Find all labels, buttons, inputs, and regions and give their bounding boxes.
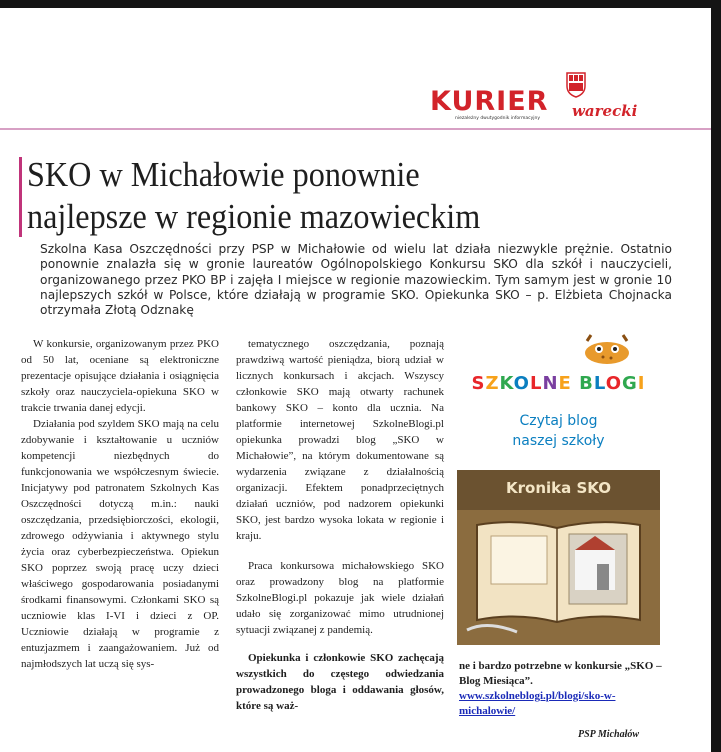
ad-brand-letter: B [579,373,594,394]
masthead-name: KURIER [430,86,549,117]
paragraph: Działania pod szyldem SKO mają na celu zdobywanie i kształtowanie u uczniów kompetencji niezbędnych do funkcjonowania we współczesnym świecie. Inicjatywy pod patronatem Szkolnych Kas Oszczędności dotyczą m.in.: nauki oszczędzania, przedsiębiorczości, ekologii, zdrowego odżywiania i aktywnego stylu życia oraz cyberbezpieczeństwa. Opiekun SKO poprzez swoją pracę uczy dzieci właściwego gospodarowania posiadanymi środkami finansowymi. Członkami SKO są uczniowie klas I-VI i dzieci z OP. Uczniowie działają w programie z entuzjazmem i zaangażowaniem. Już od najmłodszych lat uczą się sys- [21,418,219,670]
giraffe-icon [577,333,637,367]
top-border [0,0,721,8]
ad-brand [457,373,660,394]
ad-brand-letter: O [605,373,622,394]
headline-accent-bar [19,157,22,237]
ad-brand-letter: O [513,373,530,394]
article-column-1 [21,336,219,672]
article-headline [27,154,597,238]
ad-brand-letter: L [529,373,543,394]
article-lead: Szkolna Kasa Oszczędności przy PSP w Michałowie od wielu lat działa niezwykle prężnie. Ostatnio ponownie znalazła się w gronie laureatów Ogólnopolskiego Konkursu SKO dla szkół i nauczycieli, organizowanego przez PKO BP i zajęła I miejsce w regionie mazowieckim. Tym samym jest w gronie 10 najlepszych szkół w Polsce, które działają w programie SKO. Opiekunka SKO – p. Elżbieta Chojnacka otrzymała Złotą Odznakę [40,242,672,318]
ad-brand-letter: N [542,373,559,394]
article-column-3 [459,659,669,719]
ad-book-title: Kronika SKO [506,479,611,497]
ad-brand-letter: Z [485,373,500,394]
ad-subtitle-2: naszej szkoły [512,433,605,449]
paragraph: Praca konkursowa michałowskiego SKO oraz prowadzony blog na platformie SzkolneBlogi.pl pokazuje jak wiele działań udało się zorganizować mimo utrudnionej sytuacji związanej z pandemią. [236,560,444,636]
paragraph-bold: Opiekunka i członkowie SKO zachęcają wszystkich do częstego odwiedzania prowadzonego bloga i oddawania głosów, które są waż- [236,652,444,712]
ad-brand-letter: K [499,373,514,394]
crest-icon [566,72,586,98]
blog-link[interactable]: www.szkolneblogi.pl/blogi/sko-w-michalowie/ [459,690,616,717]
paragraph: W konkursie, organizowanym przez PKO od 50 lat, oceniane są elektroniczne prezentacje opisujące działania i osiągnięcia szkoły oraz nauczyciela-opiekuna SKO w trakcie trwania danej edycji. [21,338,219,414]
article-column-2 [236,336,444,714]
ad-brand-letter: I [637,373,646,394]
ad-subtitle-1: Czytaj blog [519,413,598,429]
masthead-subname: warecki [572,102,638,120]
szkolne-blogi-ad[interactable] [457,333,660,645]
article-signature: PSP Michałów [578,729,640,740]
paragraph: tematycznego oszczędzania, poznają prawdziwą wartość pieniądza, biorą udział w licznych konkursach i akcjach. Wszyscy członkowie SKO mają otwarty rachunek bankowy SKO – konto dla ucznia. Na platformie internetowej SzkolneBlogi.pl opiekunka prowadzi blog „SKO w Michałowie”, na którym dokumentowane są wydarzenia związane z działalnością organizacji. Efektem ponadprzeciętnych działań uczniów, pod nadzorem opiekunki SKO, jest bardzo wysoka lokata w regionie i kraju. [236,338,444,542]
masthead-logo [430,72,660,128]
ad-brand-letter: S [471,373,486,394]
ad-brand-letter: E [558,373,572,394]
headline-line-2: najlepsze w regionie mazowieckim [27,197,481,236]
right-border [711,0,721,752]
ad-brand-letter: G [622,373,638,394]
ad-brand-letter: L [593,373,606,394]
header-rule [0,128,711,130]
headline-line-1: SKO w Michałowie ponownie [27,155,420,194]
masthead-tagline: niezależny dwutygodnik informacyjny [455,116,540,121]
paragraph-bold: ne i bardzo potrzebne w konkursie „SKO – Blog Miesiąca”. [459,660,662,687]
